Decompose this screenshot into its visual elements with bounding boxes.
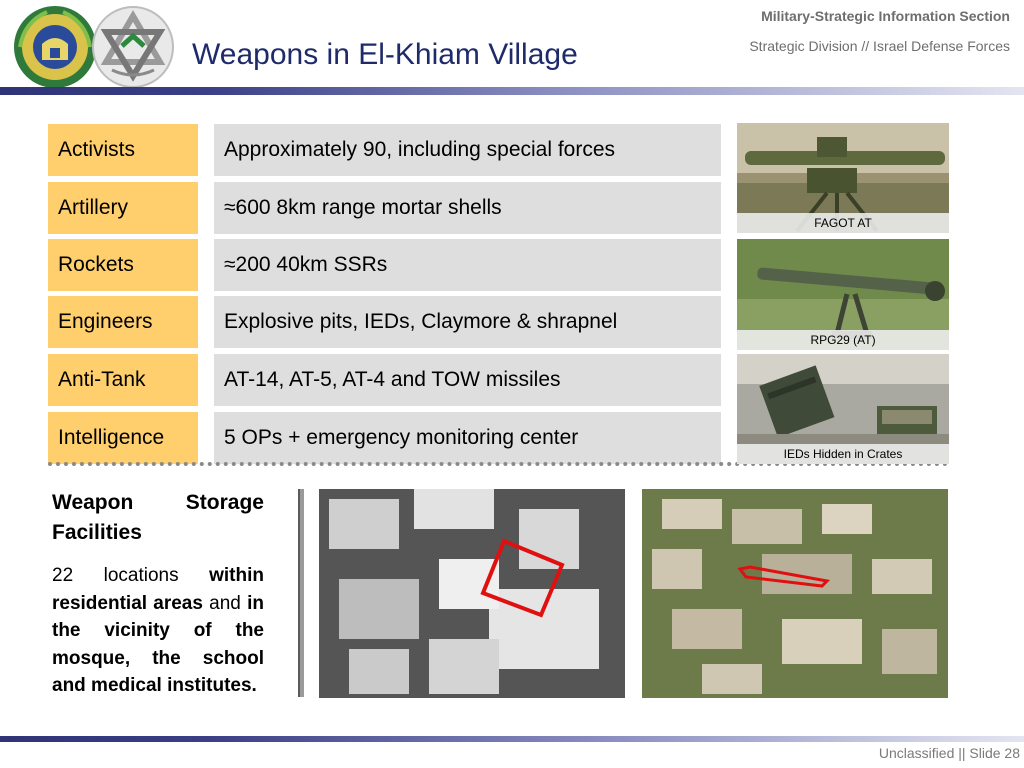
idf-emblem-logo (92, 6, 174, 88)
ieds-crates-photo (737, 354, 949, 464)
row-value-artillery: ≈600 8km range mortar shells (214, 182, 721, 234)
photo-caption: RPG29 (AT) (737, 330, 949, 350)
storage-text-and: and (202, 592, 248, 614)
aerial-color-photo (642, 489, 948, 698)
row-value-intelligence: 5 OPs + emergency monitoring center (214, 412, 721, 464)
storage-description (52, 562, 264, 700)
row-label-anti-tank: Anti-Tank (48, 354, 198, 406)
storage-text-residential: within residential areas (52, 565, 264, 614)
row-value-activists: Approximately 90, including special forces (214, 124, 721, 176)
photo-caption: FAGOT AT (737, 213, 949, 233)
footer-divider (0, 736, 1024, 742)
row-label-engineers: Engineers (48, 296, 198, 348)
org-division-name: Strategic Division // Israel Defense Forces (749, 38, 1010, 54)
row-value-rockets: ≈200 40km SSRs (214, 239, 721, 291)
storage-text-locations: 22 locations (52, 565, 210, 586)
row-label-rockets: Rockets (48, 239, 198, 291)
header-divider (0, 87, 1024, 95)
row-label-intelligence: Intelligence (48, 412, 198, 464)
slide-footer: Unclassified || Slide 28 (878, 745, 1020, 761)
page-title: Weapons in El-Khiam Village (192, 38, 578, 71)
org-section-name: Military-Strategic Information Section (761, 8, 1010, 24)
photo-caption: IEDs Hidden in Crates (737, 444, 949, 464)
row-label-activists: Activists (48, 124, 198, 176)
row-value-anti-tank: AT-14, AT-5, AT-4 and TOW missiles (214, 354, 721, 406)
fagot-at-photo (737, 123, 949, 233)
row-label-artillery: Artillery (48, 182, 198, 234)
vertical-divider (298, 489, 304, 697)
aerial-bw-photo (319, 489, 625, 698)
storage-text-vicinity: in the vicinity of the mosque, the school and medical institutes. (52, 592, 264, 696)
rpg29-photo (737, 239, 949, 350)
row-value-engineers: Explosive pits, IEDs, Claymore & shrapnel (214, 296, 721, 348)
intelligence-emblem-logo (12, 4, 98, 90)
storage-heading: Weapon Storage Facilities (52, 491, 264, 544)
